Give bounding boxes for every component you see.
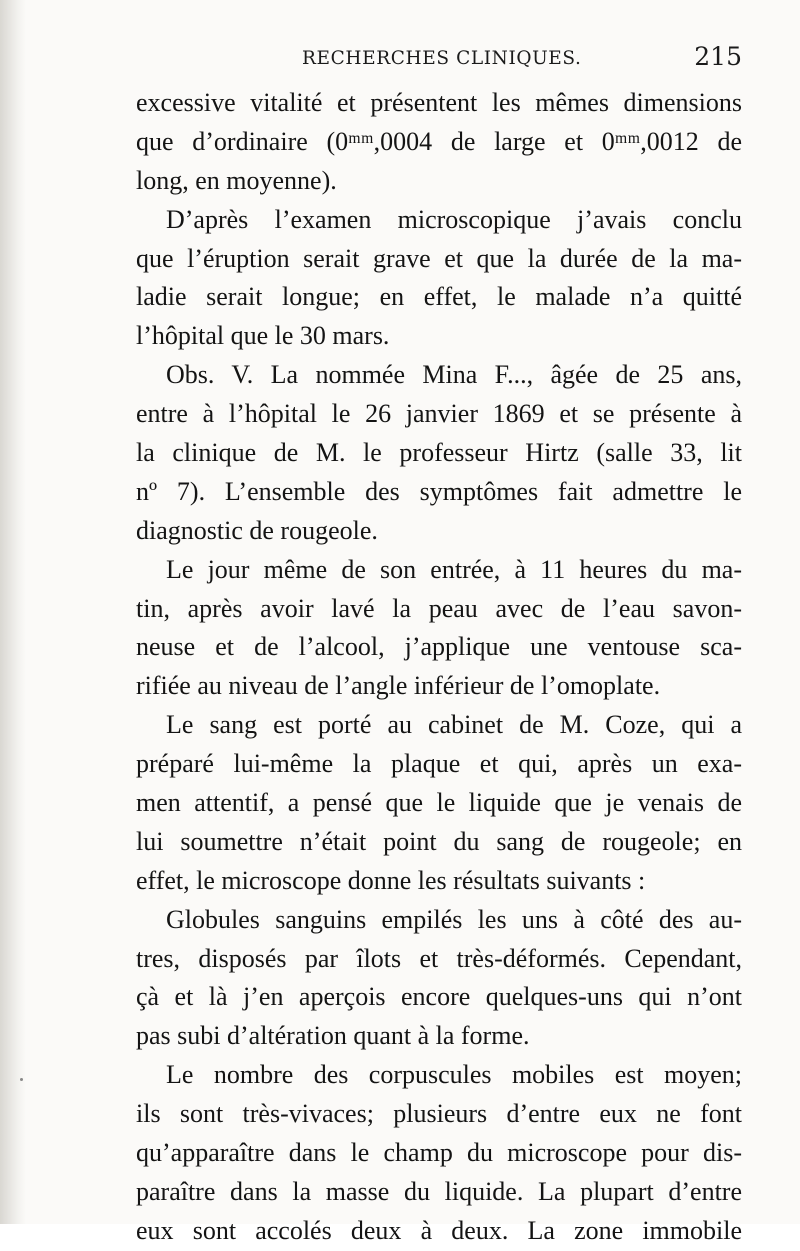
text-line: Obs. V. La nommée Mina F..., âgée de 25 ans, — [166, 360, 742, 390]
gutter-shadow — [0, 0, 26, 1224]
text-line: lui soumettre n’était point du sang de rougeole; en — [136, 826, 742, 856]
text-line: préparé lui-même la plaque et qui, après un exa- — [136, 749, 742, 779]
text-line: eux sont accolés deux à deux. La zone immobile — [136, 1215, 742, 1245]
text-line: rifiée au niveau de l’angle inférieur de l’omoplate. — [136, 671, 661, 701]
page-header — [136, 44, 742, 78]
text-line: çà et là j’en aperçois encore quelques-uns qui n’ont — [136, 982, 742, 1012]
text-line: long, en moyenne). — [136, 165, 337, 195]
running-title: RECHERCHES CLINIQUES. — [302, 48, 582, 69]
text-line: men attentif, a pensé que le liquide que je venais de — [136, 788, 742, 818]
text-line: ladie serait longue; en effet, le malade n’a quitté — [136, 282, 742, 312]
text-line: que d’ordinaire (0ᵐᵐ,0004 de large et 0ᵐᵐ,0012 de — [136, 126, 742, 156]
text-line: excessive vitalité et présentent les mêmes dimensions — [136, 88, 742, 117]
text-line: diagnostic de rougeole. — [136, 515, 378, 545]
text-line: l’hôpital que le 30 mars. — [136, 321, 390, 351]
text-line: effet, le microscope donne les résultats suivants : — [136, 865, 646, 895]
text-line: la clinique de M. le professeur Hirtz (salle 33, lit — [136, 438, 742, 468]
text-line: Le jour même de son entrée, à 11 heures du ma- — [166, 554, 742, 584]
text-line: nº 7). L’ensemble des symptômes fait admettre le — [136, 476, 742, 506]
page-number: 215 — [694, 42, 742, 71]
text-line: pas subi d’altération quant à la forme. — [136, 1021, 530, 1051]
text-line: entre à l’hôpital le 26 janvier 1869 et se présente à — [136, 399, 742, 429]
body-text — [136, 84, 742, 1251]
text-line: tres, disposés par îlots et très-déformés. Cependant, — [136, 943, 742, 973]
text-line: D’après l’examen microscopique j’avais conclu — [166, 204, 742, 234]
text-line: paraître dans la masse du liquide. La plupart d’entre — [136, 1176, 742, 1206]
text-line: neuse et de l’alcool, j’applique une ventouse sca- — [136, 632, 742, 662]
text-line: que l’éruption serait grave et que la durée de la ma- — [136, 243, 742, 273]
text-line: tin, après avoir lavé la peau avec de l’eau savon- — [136, 593, 742, 623]
paper-speck — [20, 1078, 23, 1081]
text-line: ils sont très-vivaces; plusieurs d’entre eux ne font — [136, 1099, 742, 1129]
text-line: Le sang est porté au cabinet de M. Coze, qui a — [166, 710, 742, 740]
text-line: Globules sanguins empilés les uns à côté des au- — [166, 904, 742, 934]
text-line: qu’apparaître dans le champ du microscope pour dis- — [136, 1138, 742, 1168]
text-line: Le nombre des corpuscules mobiles est moyen; — [166, 1060, 742, 1090]
